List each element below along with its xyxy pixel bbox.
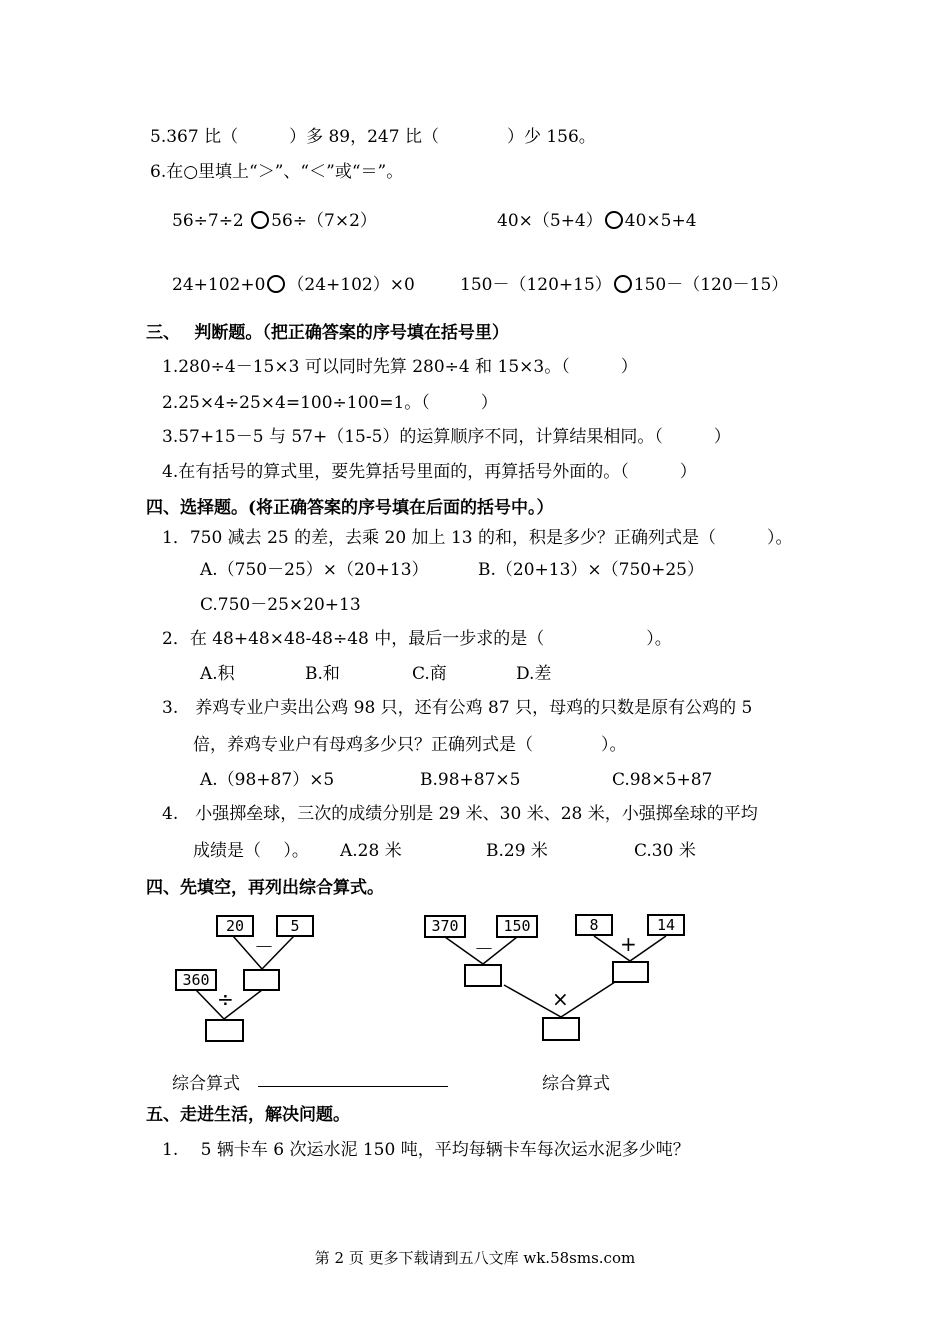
diagram2-box-d: 14 [647,914,685,936]
judge-item-2: 2.25×4÷25×4=100÷100=1。（ ） [162,393,498,413]
choice-q4-line2: 成绩是（ ）。 [193,841,309,861]
choice-q4-line1: 4. 小强掷垒球，三次的成绩分别是 29 米、30 米、28 米，小强掷垒球的平均 [162,804,758,824]
choice-q4-option-b: B.29 米 [486,841,548,861]
question-5: 5.367 比（ ）多 89，247 比（ ）少 156。 [150,127,596,147]
diagram2-box-b: 150 [496,915,538,938]
diagram1-answer-box-2[interactable] [205,1019,244,1042]
choice-q3-option-c: C.98×5+87 [612,770,713,790]
judge-item-3: 3.57+15－5 与 57+（15-5）的运算顺序不同，计算结果相同。（ ） [162,427,731,447]
expr-left: 40×（5+4） [497,211,603,231]
choice-q3-option-b: B.98+87×5 [420,770,521,790]
diagram1-divide-operator: ÷ [217,987,234,1011]
choice-q4-option-c: C.30 米 [634,841,696,861]
diagram2-box-a: 370 [424,915,466,938]
choice-q2-option-c: C.商 [412,664,447,684]
choice-q3-line1: 3. 养鸡专业户卖出公鸡 98 只，还有公鸡 87 只，母鸡的只数是原有公鸡的 5 [162,698,753,718]
problem-q1: 1. 5 辆卡车 6 次运水泥 150 吨，平均每辆卡车每次运水泥多少吨？ [162,1140,690,1160]
expr-right: 40×5+4 [624,211,697,231]
choice-q3-line2: 倍，养鸡专业户有母鸡多少只？正确列式是（ ）。 [193,735,627,755]
judge-item-4: 4.在有括号的算式里，要先算括号里面的，再算括号外面的。（ ） [162,462,697,482]
expr-left: 24+102+0 [172,275,266,295]
section-4-heading: 四、选择题。(将正确答案的序号填在后面的括号中。） [146,498,554,518]
choice-q3-option-a: A.（98+87）×5 [200,770,335,790]
diagram2-box-c: 8 [575,914,613,936]
diagram2-multiply-operator: × [552,987,569,1011]
diagram1-box-top-right: 5 [276,915,314,937]
choice-q1-option-c: C.750－25×20+13 [200,595,361,615]
diagram2-answer-box-ab[interactable] [464,964,502,987]
expr-right: 150－（120－15） [633,275,789,295]
choice-q2: 2．在 48+48×48-48÷48 中，最后一步求的是（ ）。 [162,629,672,649]
diagram1-minus-operator: － [254,935,274,959]
page-footer: 第 2 页 更多下载请到五八文库 wk.58sms.com [314,1249,636,1267]
choice-q1-option-a: A.（750－25）×（20+13） [200,560,429,580]
choice-q4-option-a: A.28 米 [340,841,402,861]
diagram2-plus-operator: + [620,932,637,956]
choice-q2-option-d: D.差 [516,664,552,684]
combined-formula-label-1: 综合算式 [172,1074,240,1094]
diagram1-box-top-left: 20 [216,915,254,937]
section-3-heading: 三、 判断题。（把正确答案的序号填在括号里） [146,323,509,343]
choice-q1-option-b: B.（20+13）×（750+25） [478,560,704,580]
combined-formula-label-2: 综合算式 [542,1074,610,1094]
diagram1-answer-box-1[interactable] [243,969,280,991]
diagram2-answer-box-final[interactable] [542,1017,580,1041]
expr-right: （24+102）×0 [287,275,415,295]
section-5-heading: 五、走进生活，解决问题。 [146,1105,350,1125]
choice-q2-option-b: B.和 [305,664,340,684]
combined-formula-answer-line-1[interactable] [258,1086,448,1087]
expr-left: 56÷7÷2 [172,211,244,231]
choice-q2-option-a: A.积 [200,664,235,684]
judge-item-1: 1.280÷4－15×3 可以同时先算 280÷4 和 15×3。（ ） [162,357,638,377]
expr-right: 56÷（7×2） [271,211,377,231]
question-6-title: 6.在○里填上“＞”、“＜”或“＝”。 [150,162,404,182]
choice-q1: 1．750 减去 25 的差，去乘 20 加上 13 的和，积是多少？正确列式是（ ）。 [162,528,793,548]
diagram2-answer-box-cd[interactable] [612,961,649,983]
section-4b-heading: 四、先填空，再列出综合算式。 [146,878,384,898]
expr-left: 150－（120+15） [460,275,612,295]
diagram1-box-side: 360 [175,969,217,991]
diagram2-minus-operator: － [474,937,494,961]
